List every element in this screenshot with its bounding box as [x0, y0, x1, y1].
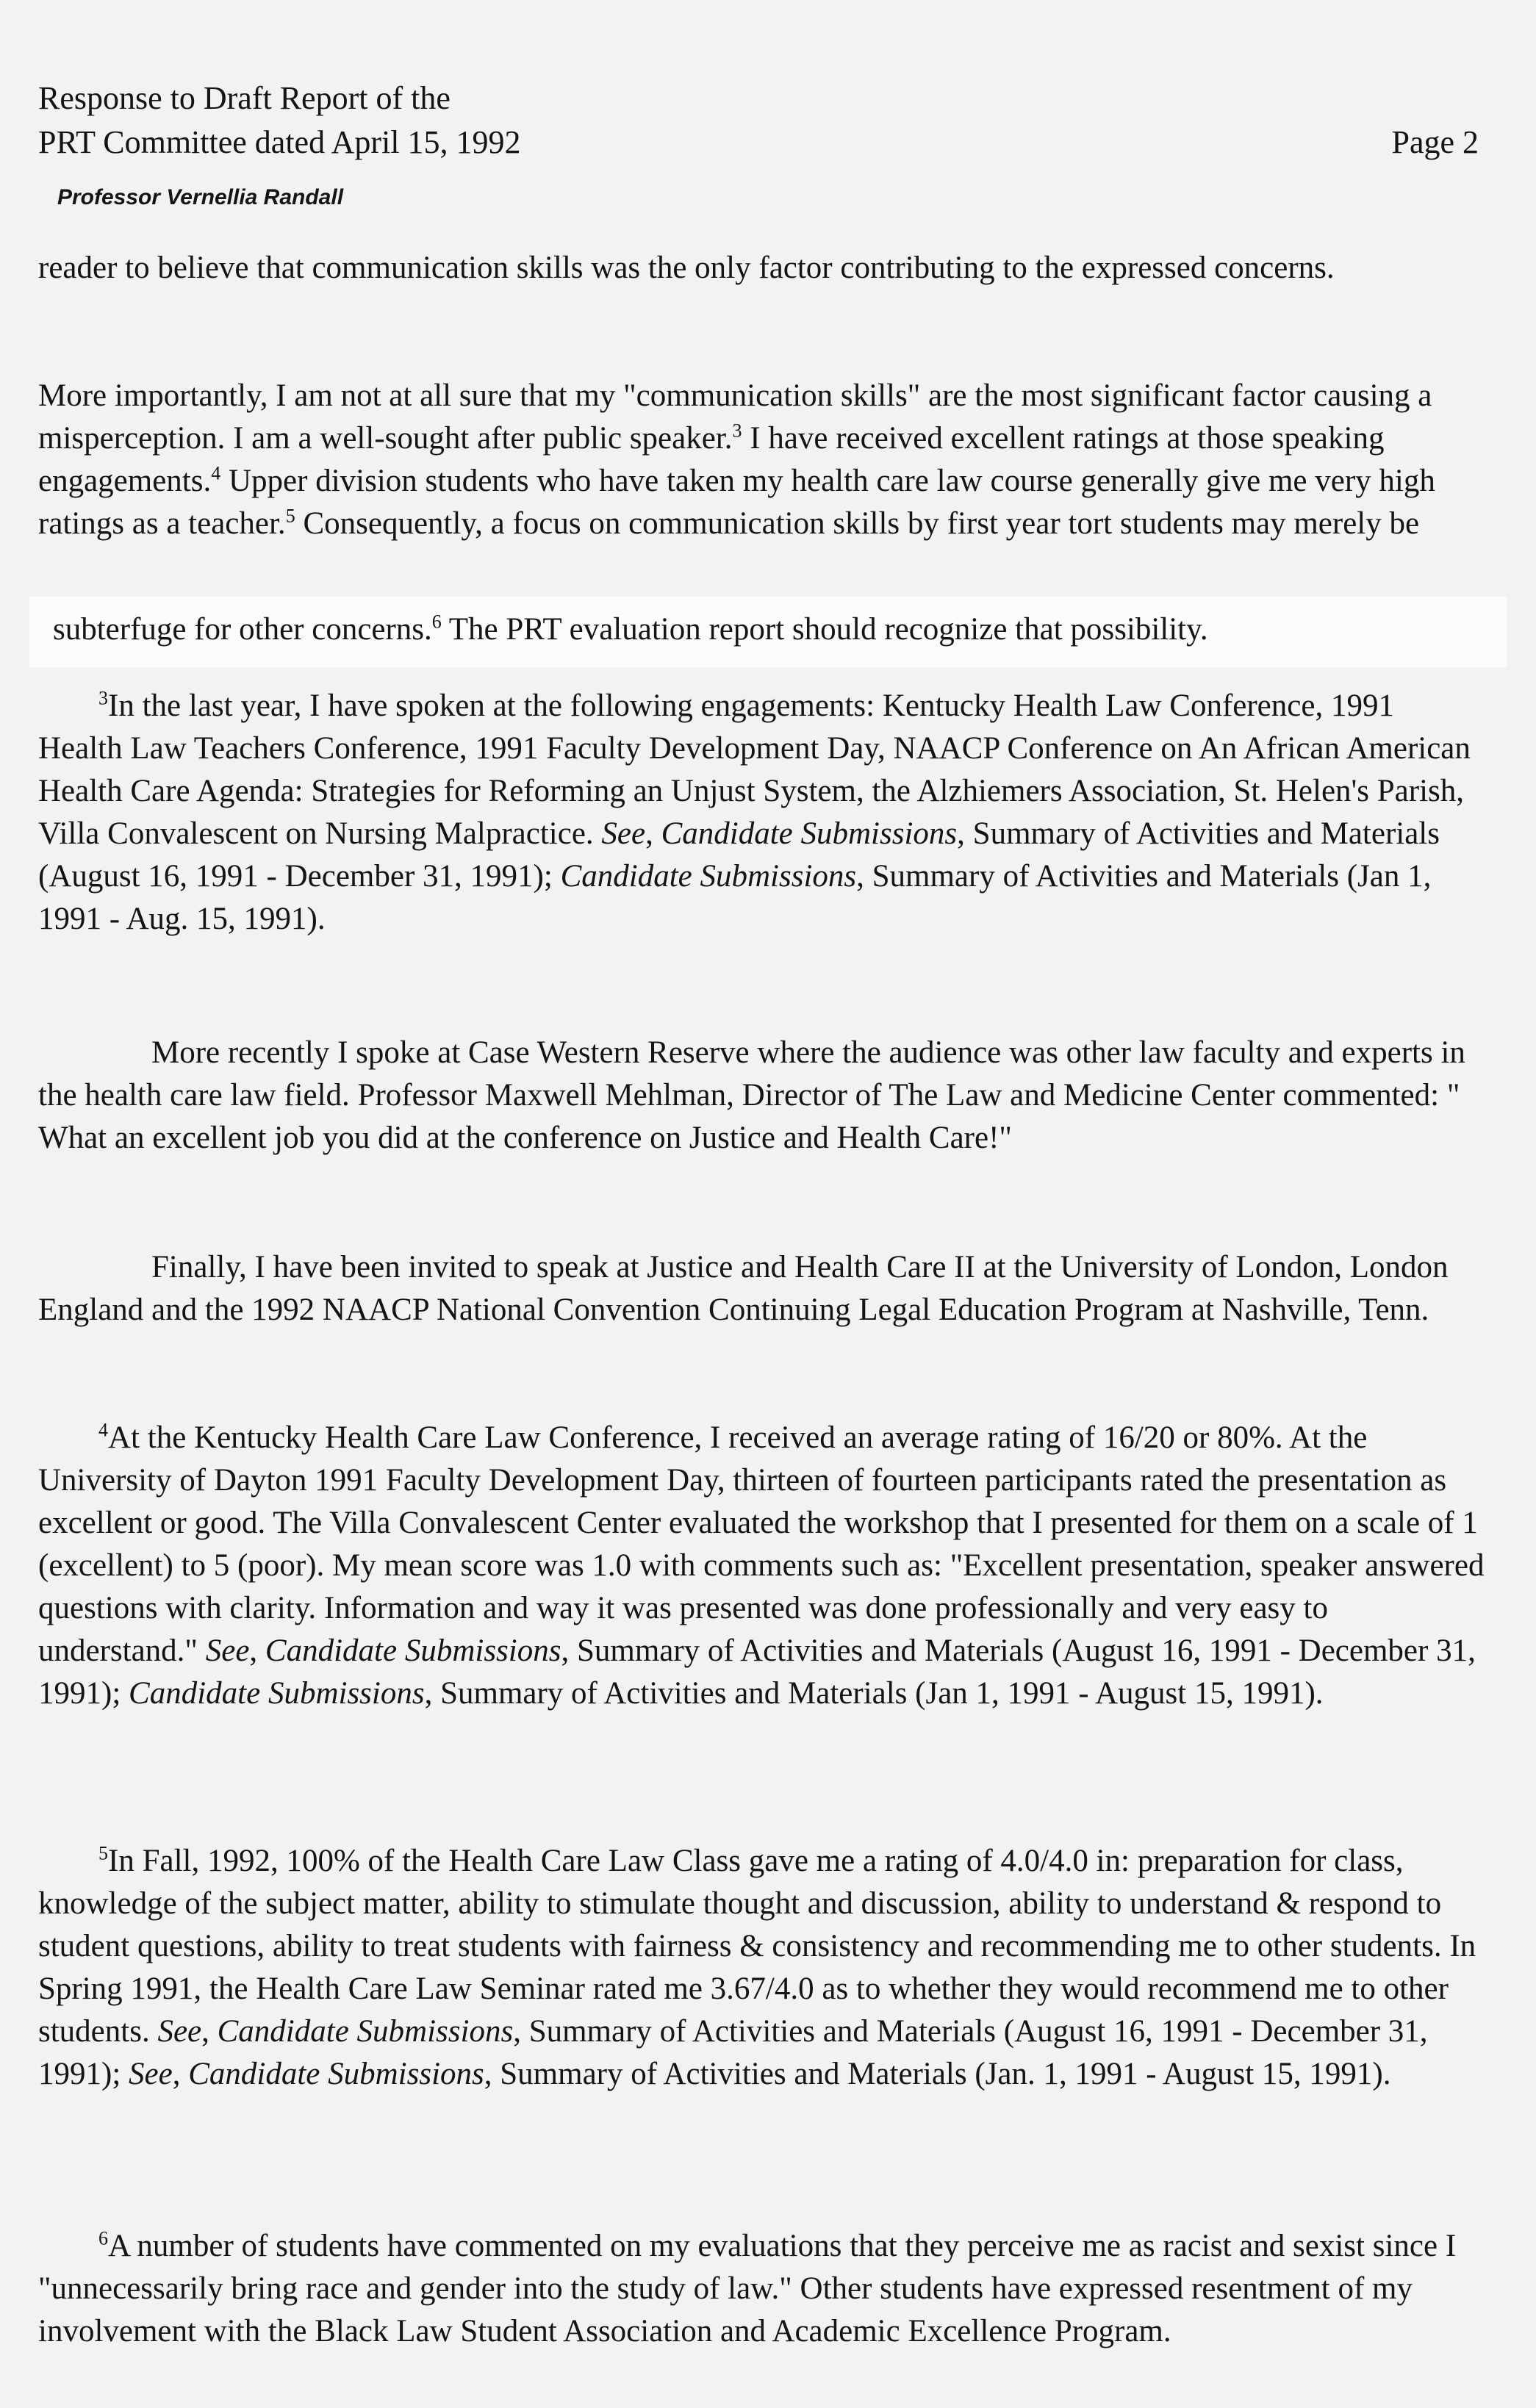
text-run: I have received excellent ratings at those speaking engagements.: [38, 421, 1385, 498]
text-run: , Summary of Activities and Materials (Jan 1, 1991 - August 15, 1991).: [424, 1676, 1324, 1711]
citation-signal: See: [129, 2057, 173, 2091]
text-run: , Summary of Activities and Materials (August 16, 1991 - December 31, 1991);: [38, 2014, 1428, 2091]
text-run: More importantly, I am not at all sure that my "communication skills" are the most significant factor causing a misperception. I am a well-sought after public speaker.: [38, 378, 1432, 456]
citation-signal: See: [601, 816, 646, 851]
text-run: , Summary of Activities and Materials (Jan 1, 1991 - Aug. 15, 1991).: [38, 859, 1432, 936]
author-label: Professor Vernellia Randall: [57, 185, 344, 209]
footnote-3-paragraph-2: More recently I spoke at Case Western Reserve where the audience was other law faculty and experts in the health care law field. Professor Maxwell Mehlman, Director of The Law and Medicine Center commented: " What an excellent job you did at the conference on Justice and Health Care!": [38, 1035, 1465, 1155]
text-run: , Summary of Activities and Materials (August 16, 1991 - December 31, 1991);: [38, 816, 1440, 894]
citation-source: Candidate Submissions: [129, 1676, 425, 1711]
page-number: Page 2: [1391, 124, 1479, 160]
footnote-number: 6: [98, 2227, 108, 2249]
body-paragraph-2: [38, 375, 1485, 545]
text-run: In the last year, I have spoken at the following engagements: Kentucky Health Law Conference, 1991 Health Law Teachers Conference, 1991 Faculty Development Day, NAACP Conference on An African American Health Care Agenda: Strategies for Reforming an Unjust System, the Alzhiemers Association, St. Helen's Parish, Villa Convalescent on Nursing Malpractice.: [38, 689, 1471, 851]
text-run: subterfuge for other concerns.: [53, 612, 432, 647]
footnote-3: $^3$In the last year, I have spoken at the following engagements: Kentucky Health Law Conference, 1991 Health Law Teachers Conference, 1991 Faculty Development Day, NAACP Conference on An African American Health Care Agenda: Strategies for Reforming an Unjust System, the Alzhiemers Association, St. Helen's Parish, Villa Convalescent on Nursing Malpractice. See, Candidate Submissions, Summary of Activities and Materials (August 16, 1991 - December 31, 1991); Candidate Submissions, Summary of Activities and Materials (Jan 1, 1991 - Aug. 15, 1991).: [38, 687, 1471, 936]
text-run: The PRT evaluation report should recognize that possibility.: [441, 612, 1208, 647]
footnote-6: [38, 2225, 1485, 2353]
footnote-number: 5: [98, 1842, 108, 1864]
footnote-ref-5: 5: [285, 505, 295, 527]
header-title-line-1: Response to Draft Report of the: [38, 80, 451, 116]
footnote-4: $^4$At the Kentucky Health Care Law Conference, I received an average rating of 16/20 or 80%. At the University of Dayton 1991 Faculty Development Day, thirteen of fourteen participants rated the presentation as excellent or good. The Villa Convalescent Center evaluated the workshop that I presented for them on a scale of 1 (excellent) to 5 (poor). My mean score was 1.0 with comments such as: "Excellent presentation, speaker answered questions with clarity. Information and way it was presented was done professionally and very easy to understand." See, Candidate Submissions, Summary of Activities and Materials (August 16, 1991 - December 31, 1991); Candidate Submissions, Summary of Activities and Materials (Jan 1, 1991 - August 15, 1991).: [38, 1419, 1485, 1711]
citation-source: Candidate Submissions: [560, 859, 857, 894]
text-run: At the Kentucky Health Care Law Conference, I received an average rating of 16/20 or 80%. At the University of Dayton 1991 Faculty Development Day, thirteen of fourteen participants rated the presentation as excellent or good. The Villa Convalescent Center evaluated the workshop that I presented for them on a scale of 1 (excellent) to 5 (poor). My mean score was 1.0 with comments such as: "Excellent presentation, speaker answered questions with clarity. Information and way it was presented was done professionally and very easy to understand.": [38, 1420, 1485, 1668]
citation-source: Candidate Submissions: [188, 2057, 484, 2091]
citation-source: Candidate Submissions: [661, 816, 958, 851]
header-title-line-2: PRT Committee dated April 15, 1992: [38, 124, 521, 160]
citation-source: Candidate Submissions: [265, 1634, 561, 1668]
citation-signal: See: [205, 1634, 250, 1668]
text-run: , Summary of Activities and Materials (August 16, 1991 - December 31, 1991);: [38, 1634, 1476, 1711]
footnote-ref-4: 4: [211, 462, 221, 484]
page-header: [38, 76, 1479, 165]
text-run: A number of students have commented on my evaluations that they perceive me as racist and sexist since I "unnecessarily bring race and gender into the study of law." Other students have expressed resentment of my involvement with the Black Law Student Association and Academic Excellence Program.: [38, 2229, 1457, 2348]
footnote-number: 4: [98, 1419, 108, 1441]
body-paragraph-1: reader to believe that communication skills was the only factor contributing to the expressed concerns.: [38, 251, 1335, 285]
footnote-5: $^5$In Fall, 1992, 100% of the Health Care Law Class gave me a rating of 4.0/4.0 in: preparation for class, knowledge of the subject matter, ability to stimulate thought and discussion, ability to understand & respond to student questions, ability to treat students with fairness & consistency and recommending me to other students. In Spring 1991, the Health Care Law Seminar rated me 3.67/4.0 as to whether they would recommend me to other students. See, Candidate Submissions, Summary of Activities and Materials (August 16, 1991 - December 31, 1991); See, Candidate Submissions, Summary of Activities and Materials (Jan. 1, 1991 - August 15, 1991).: [38, 1842, 1476, 2091]
text-run: Consequently, a focus on communication skills by first year tort students may merely be: [295, 506, 1420, 541]
body-paragraph-3: [53, 608, 1486, 651]
footnote-ref-3: 3: [732, 420, 742, 442]
footnote-3-paragraph-3: Finally, I have been invited to speak at Justice and Health Care II at the University of London, London England and the 1992 NAACP National Convention Continuing Legal Education Program at Nashville, Tenn.: [38, 1250, 1449, 1327]
text-run: Upper division students who have taken my health care law course generally give me very high ratings as a teacher.: [38, 464, 1435, 541]
footnote-number: 3: [98, 687, 108, 709]
text-run: In Fall, 1992, 100% of the Health Care Law Class gave me a rating of 4.0/4.0 in: preparation for class, knowledge of the subject matter, ability to stimulate thought and discussion, ability to understand & respond to student questions, ability to treat students with fairness & consistency and recommending me to other students. In Spring 1991, the Health Care Law Seminar rated me 3.67/4.0 as to whether they would recommend me to other students.: [38, 1844, 1476, 2049]
citation-source: Candidate Submissions: [217, 2014, 514, 2049]
text-run: , Summary of Activities and Materials (Jan. 1, 1991 - August 15, 1991).: [484, 2057, 1391, 2091]
citation-signal: See: [157, 2014, 202, 2049]
footnote-ref-6: 6: [431, 611, 442, 633]
